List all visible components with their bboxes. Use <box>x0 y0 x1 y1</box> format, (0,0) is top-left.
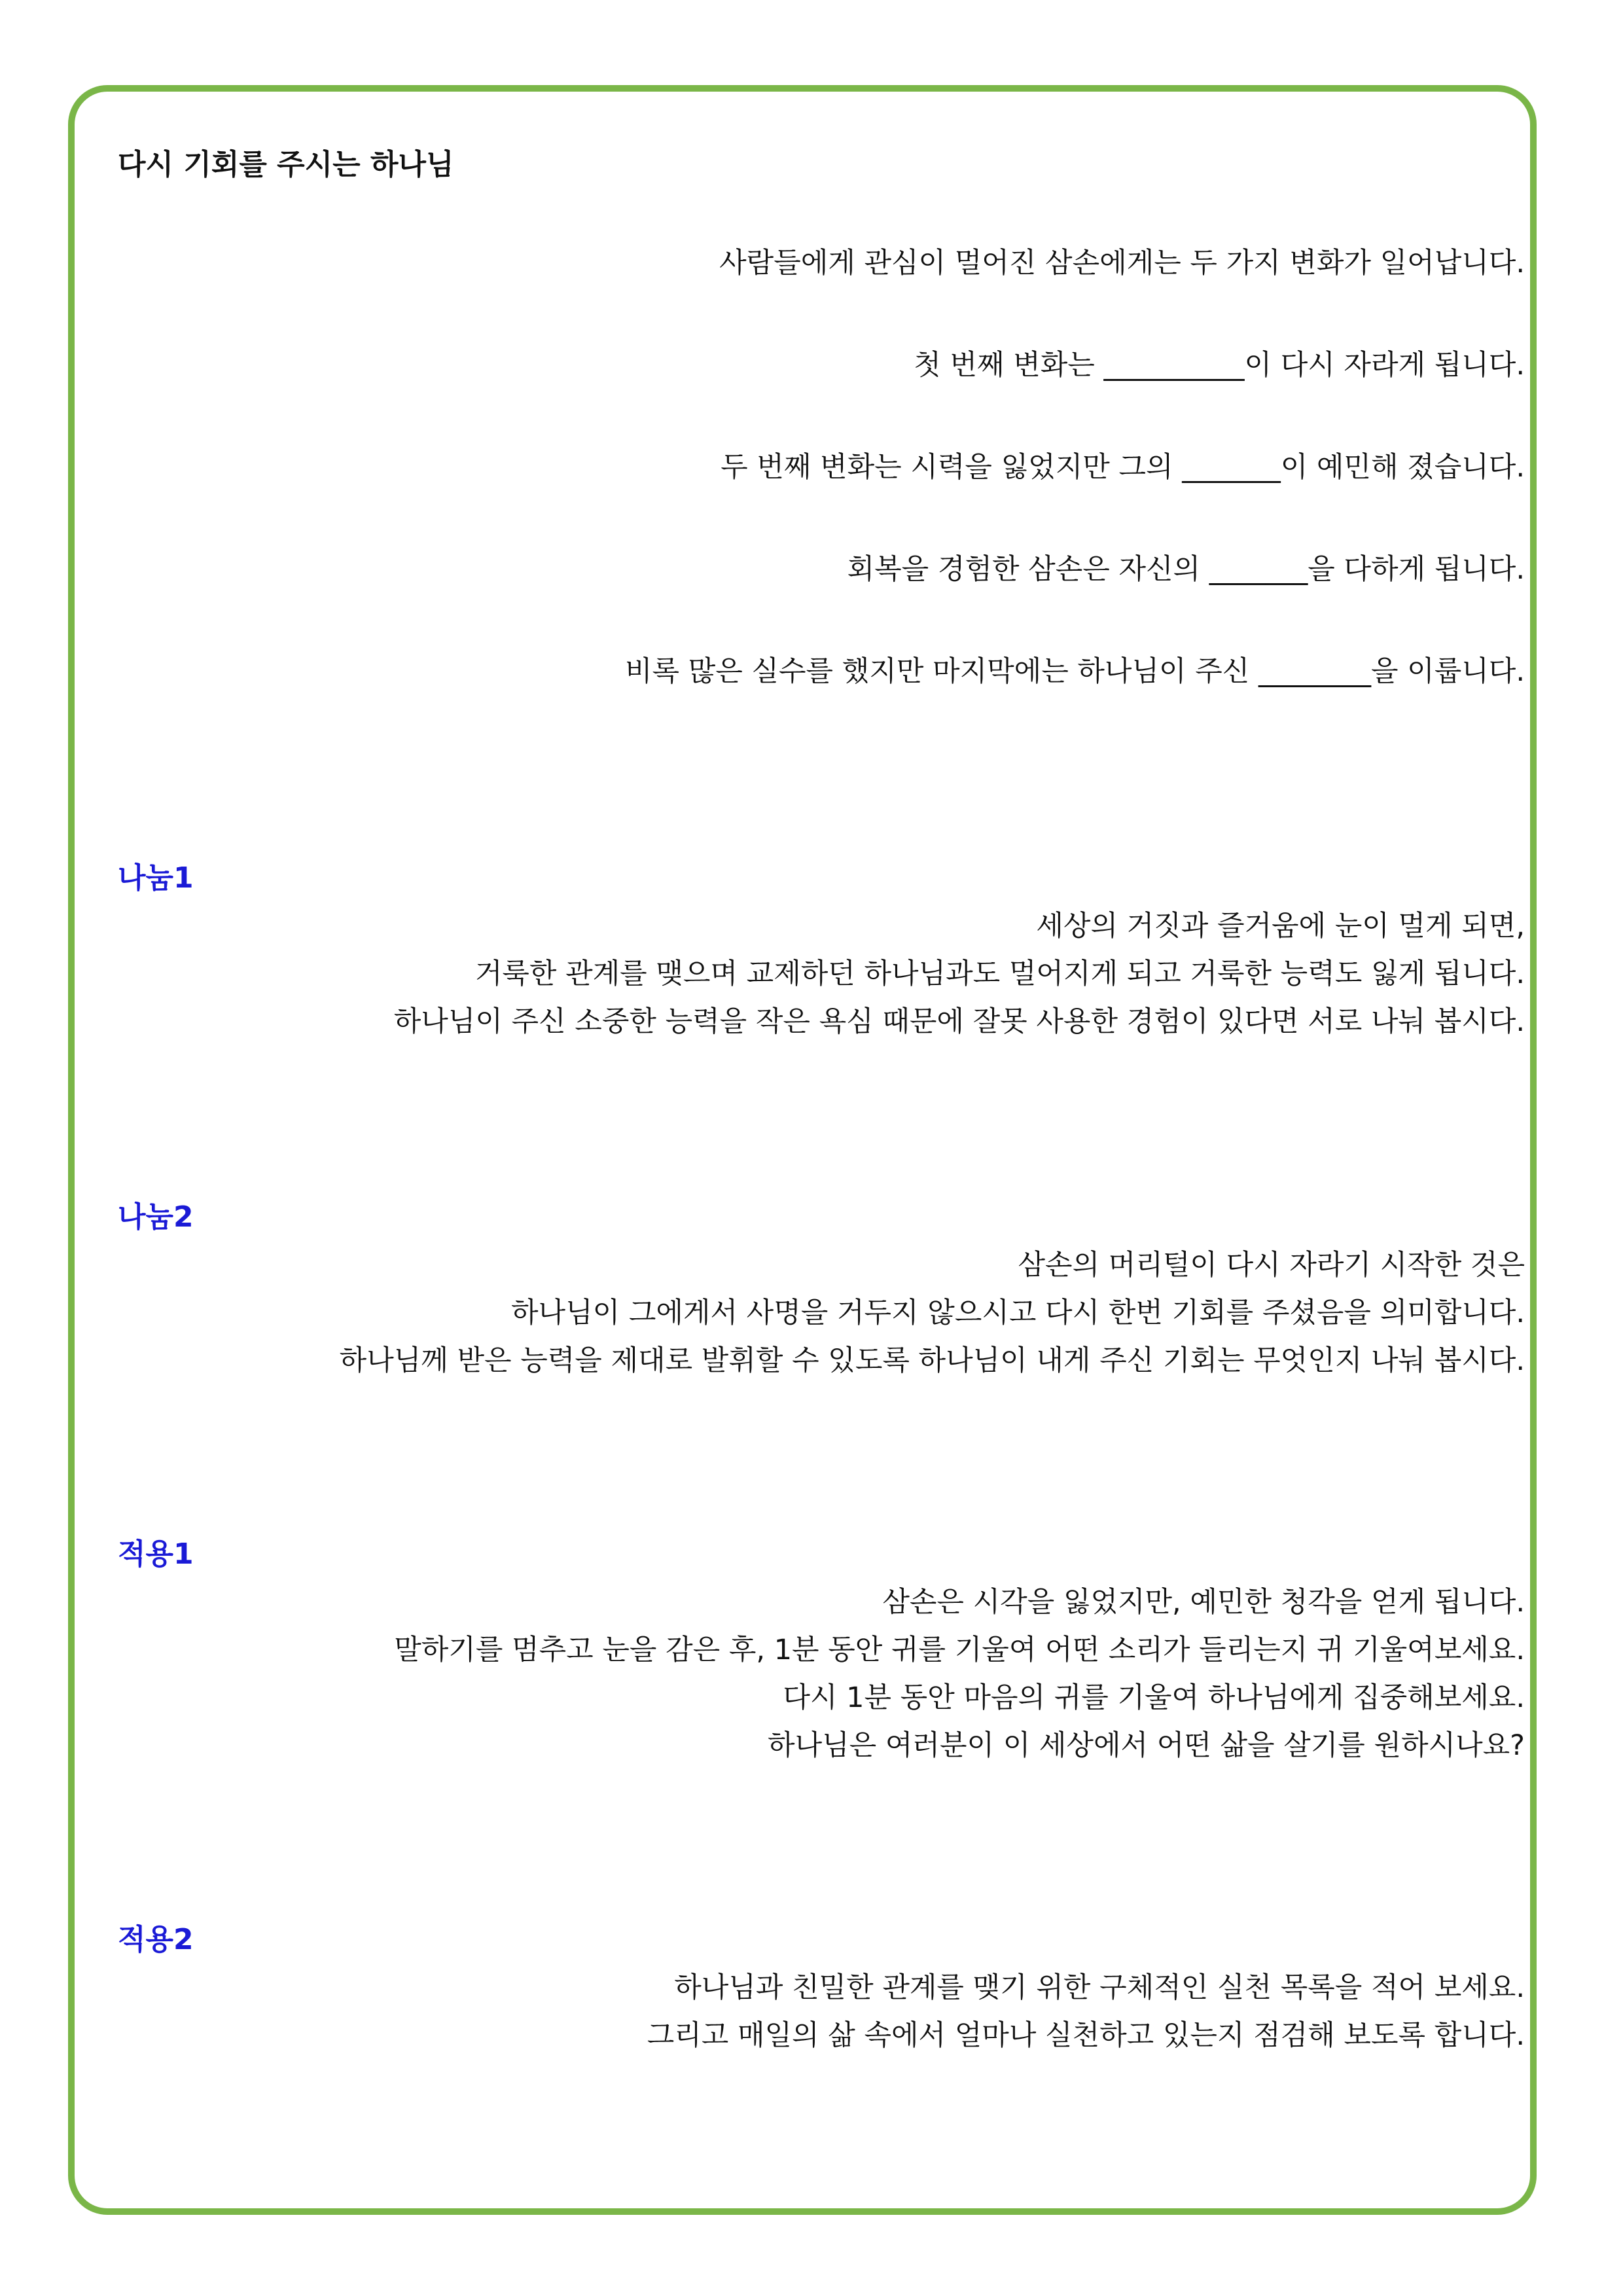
section-label-application-1: 적용1 <box>118 1537 194 1571</box>
page-border-frame <box>68 85 1537 2215</box>
application-1-line-3: 다시 1분 동안 마음의 귀를 기울여 하나님에게 집중해보세요. <box>783 1681 1525 1714</box>
intro-line-4: 회복을 경험한 삼손은 자신의 _______을 다하게 됩니다. <box>847 553 1525 586</box>
sharing-1-line-2: 거룩한 관계를 맺으며 교제하던 하나님과도 멀어지게 되고 거룩한 능력도 잃게 됩니다. <box>474 958 1525 990</box>
section-label-sharing-1: 나눔1 <box>118 861 194 895</box>
application-2-line-2: 그리고 매일의 삶 속에서 얼마나 실천하고 있는지 점검해 보도록 합니다. <box>647 2019 1525 2052</box>
application-1-line-4: 하나님은 여러분이 이 세상에서 어떤 삶을 살기를 원하시나요? <box>768 1729 1525 1762</box>
intro-line-3: 두 번째 변화는 시력을 잃었지만 그의 _______이 예민해 졌습니다. <box>721 451 1525 484</box>
section-label-application-2: 적용2 <box>118 1923 194 1956</box>
sharing-2-line-1: 삼손의 머리털이 다시 자라기 시작한 것은 <box>1018 1249 1525 1282</box>
sharing-1-line-3: 하나님이 주신 소중한 능력을 작은 욕심 때문에 잘못 사용한 경험이 있다면 서로 나눠 봅시다. <box>393 1005 1525 1038</box>
application-2-line-1: 하나님과 친밀한 관계를 맺기 위한 구체적인 실천 목록을 적어 보세요. <box>674 1971 1525 2004</box>
intro-line-5: 비록 많은 실수를 했지만 마지막에는 하나님이 주신 ________을 이룹니다. <box>624 655 1525 688</box>
intro-line-1: 사람들에게 관심이 멀어진 삼손에게는 두 가지 변화가 일어납니다. <box>719 247 1525 279</box>
sharing-1-line-1: 세상의 거짓과 즐거움에 눈이 멀게 되면, <box>1036 910 1525 942</box>
sharing-2-line-3: 하나님께 받은 능력을 제대로 발휘할 수 있도록 하나님이 내게 주신 기회는 무엇인지 나눠 봅시다. <box>339 1344 1525 1377</box>
application-1-line-2: 말하기를 멈추고 눈을 감은 후, 1분 동안 귀를 기울여 어떤 소리가 들리는지 귀 기울여보세요. <box>394 1634 1525 1666</box>
sharing-2-line-2: 하나님이 그에게서 사명을 거두지 않으시고 다시 한번 기회를 주셨음을 의미합니다. <box>511 1297 1525 1329</box>
intro-line-2: 첫 번째 변화는 __________이 다시 자라게 됩니다. <box>914 349 1525 382</box>
page-title: 다시 기회를 주시는 하나님 <box>118 148 454 181</box>
application-1-line-1: 삼손은 시각을 잃었지만, 예민한 청각을 얻게 됩니다. <box>882 1586 1525 1619</box>
section-label-sharing-2: 나눔2 <box>118 1200 194 1234</box>
